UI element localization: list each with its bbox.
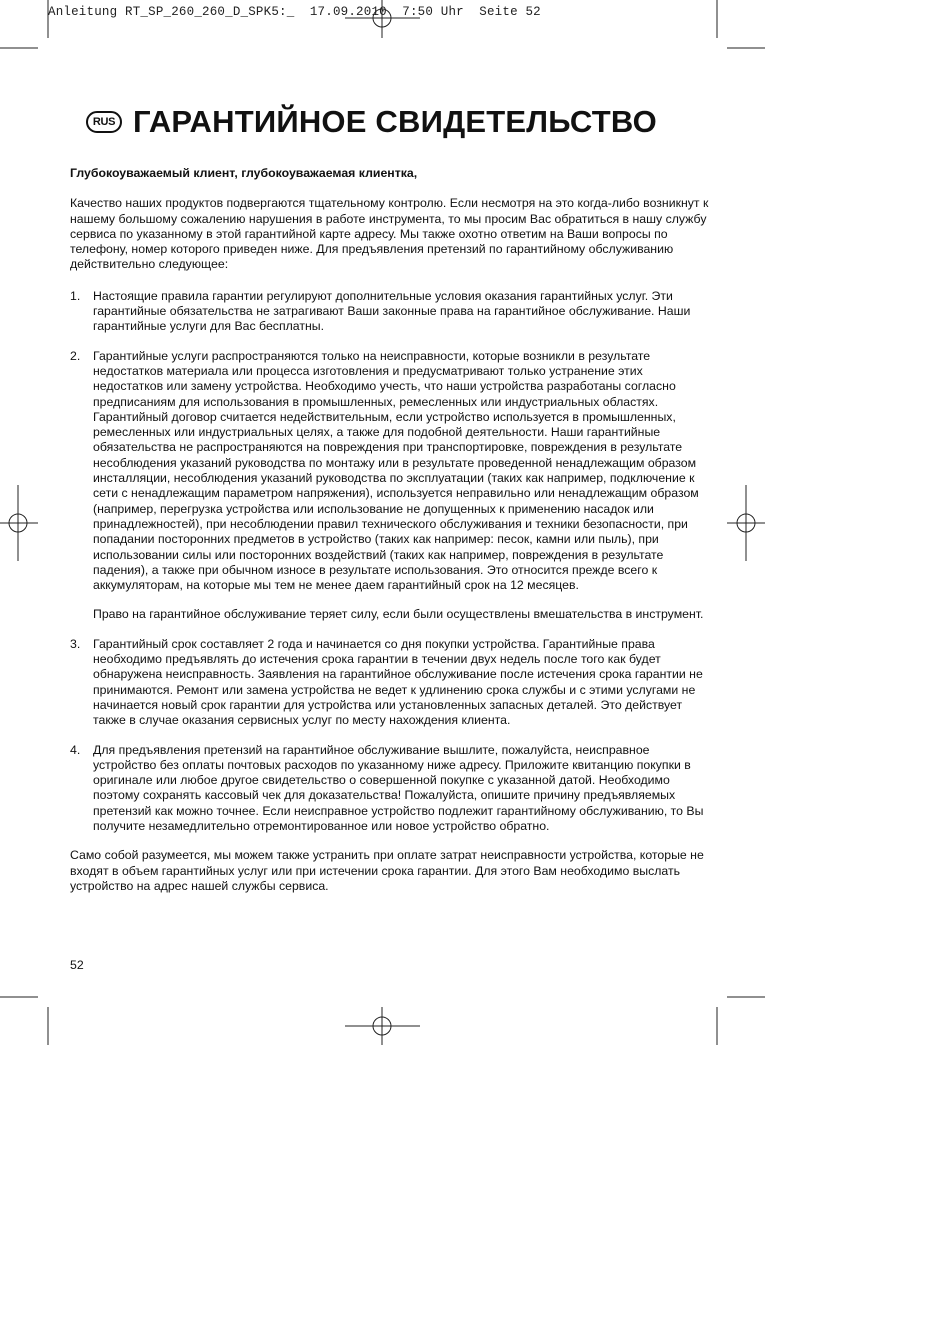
registration-mark-right [727,485,765,561]
salutation: Глубокоуважаемый клиент, глубокоуважаемая клиентка, [70,166,418,180]
print-slug: Anleitung RT_SP_260_260_D_SPK5:_ 17.09.2010 7:50 Uhr Seite 52 [48,5,541,19]
list-item-number: 3. [70,636,81,651]
list-item-number: 2. [70,348,81,363]
list-item-body [93,637,710,729]
page-title: ГАРАНТИЙНОЕ СВИДЕТЕЛЬСТВО [133,104,657,139]
list-item-body [93,349,710,623]
page-number: 52 [70,958,84,972]
list-item-note: Право на гарантийное обслуживание теряет силу, если были осуществлены вмешательства в инструмент. [93,607,704,622]
closing-paragraph: Само собой разумеется, мы можем также устранить при оплате затрат неисправности устройства, которые не входят в объем гарантийных услуг или при истечении срока гарантии. Для этого Вам необходимо выслать устройство на адрес нашей службы сервиса. [70,848,704,893]
registration-mark-bottom [345,1007,420,1045]
list-item [70,743,710,835]
list-item [70,289,710,335]
list-item-number: 4. [70,742,81,757]
title-row [86,104,657,140]
intro-paragraph: Качество наших продуктов подвергаются тщательному контролю. Если несмотря на это когда-либо возникнут к нашему большому сожалению нарушения в работе инструмента, то мы просим Вас обратиться в нашу службу сервиса по указанному в этой гарантийной карте адресу. Мы также охотно ответим на Ваши вопросы по телефону, номер которого приведен ниже. Для предъявления претензий по гарантийному обслуживанию действительно следующее: [70,196,709,272]
list-item [70,637,710,729]
list-item-text: Для предъявления претензий на гарантийное обслуживание вышлите, пожалуйста, неисправное устройство без оплаты почтовых расходов по указанному ниже адресу. Приложите квитанцию покупки в оригинале или любое другое свидетельство о совершенной покупке с указанной датой. Необходимо поэтому сохранять кассовый чек для доказательства! Пожалуйста, опишите причину предъявляемых претензий как можно точнее. Если неисправное устройство подлежит гарантийному обслуживанию, то Вы получите незамедлительно отремонтированное или новое устройство обратно. [93,742,704,833]
warranty-terms-list [70,289,710,835]
list-item-text: Настоящие правила гарантии регулируют дополнительные условия оказания гарантийных услуг. Эти гарантийные обязательства не затрагивают Ваши законные права на гарантийное обслуживание. Наши гарантийные услуги для Вас бесплатны. [93,288,691,334]
warranty-content [70,166,710,894]
list-item-body [93,289,710,335]
list-item-text: Гарантийные услуги распространяются только на неисправности, которые возникли в результате недостатков материала или процесса изготовления и предусматривают только устранение этих недостатков или замену устройства. Необходимо учесть, что наши устройства разработаны согласно предписаниям для использования в промышленных, ремесленных или индустриальных областях. Гарантийный договор считается недействительным, если устройство используется в промышленных, ремесленных или индустриальных целях, а также для подобной деятельности. Наши гарантийные обязательства не распространяются на повреждения при транспортировке, повреждения в результате несоблюдения указаний руководства по монтажу или в результате проведенной ненадлежащим образом инсталляции, несоблюдения указаний руководства по эксплуатации (таких как например, подключение к сети с ненадлежащим параметром напряжения), используется неправильно или ненадлежащим образом (например, перегрузка устройства или использование не допущенных к применению насадок или принадлежностей), при несоблюдении правил технического обслуживания и техники безопасности, при попадании посторонних предметов в устройство (таких как например: песок, камни или пыль), при использовании силы или посторонних воздействий (таких как например, повреждения в результате падения), а также при обычном износе в результате использования. Это относится прежде всего к аккумуляторам, на которые мы тем не менее даем гарантийный срок на 12 месяцев. [93,348,699,593]
language-badge: RUS [86,111,122,133]
list-item-number: 1. [70,288,81,303]
registration-mark-left [0,485,38,561]
list-item-text: Гарантийный срок составляет 2 года и начинается со дня покупки устройства. Гарантийные права необходимо предъявлять до истечения срока гарантии в течении двух недель после того как будет обнаружена неисправность. Заявления на гарантийное обслуживание после истечения срока гарантии не принимаются. Ремонт или замена устройства не ведет к удлинению срока службы и с этими услугами не начинается новый срок гарантии для устройства или установленных запасных деталей. Это действует также в случае оказания сервисных услуг по месту нахождения клиента. [93,636,703,728]
list-item [70,349,710,623]
list-item-body [93,743,710,835]
